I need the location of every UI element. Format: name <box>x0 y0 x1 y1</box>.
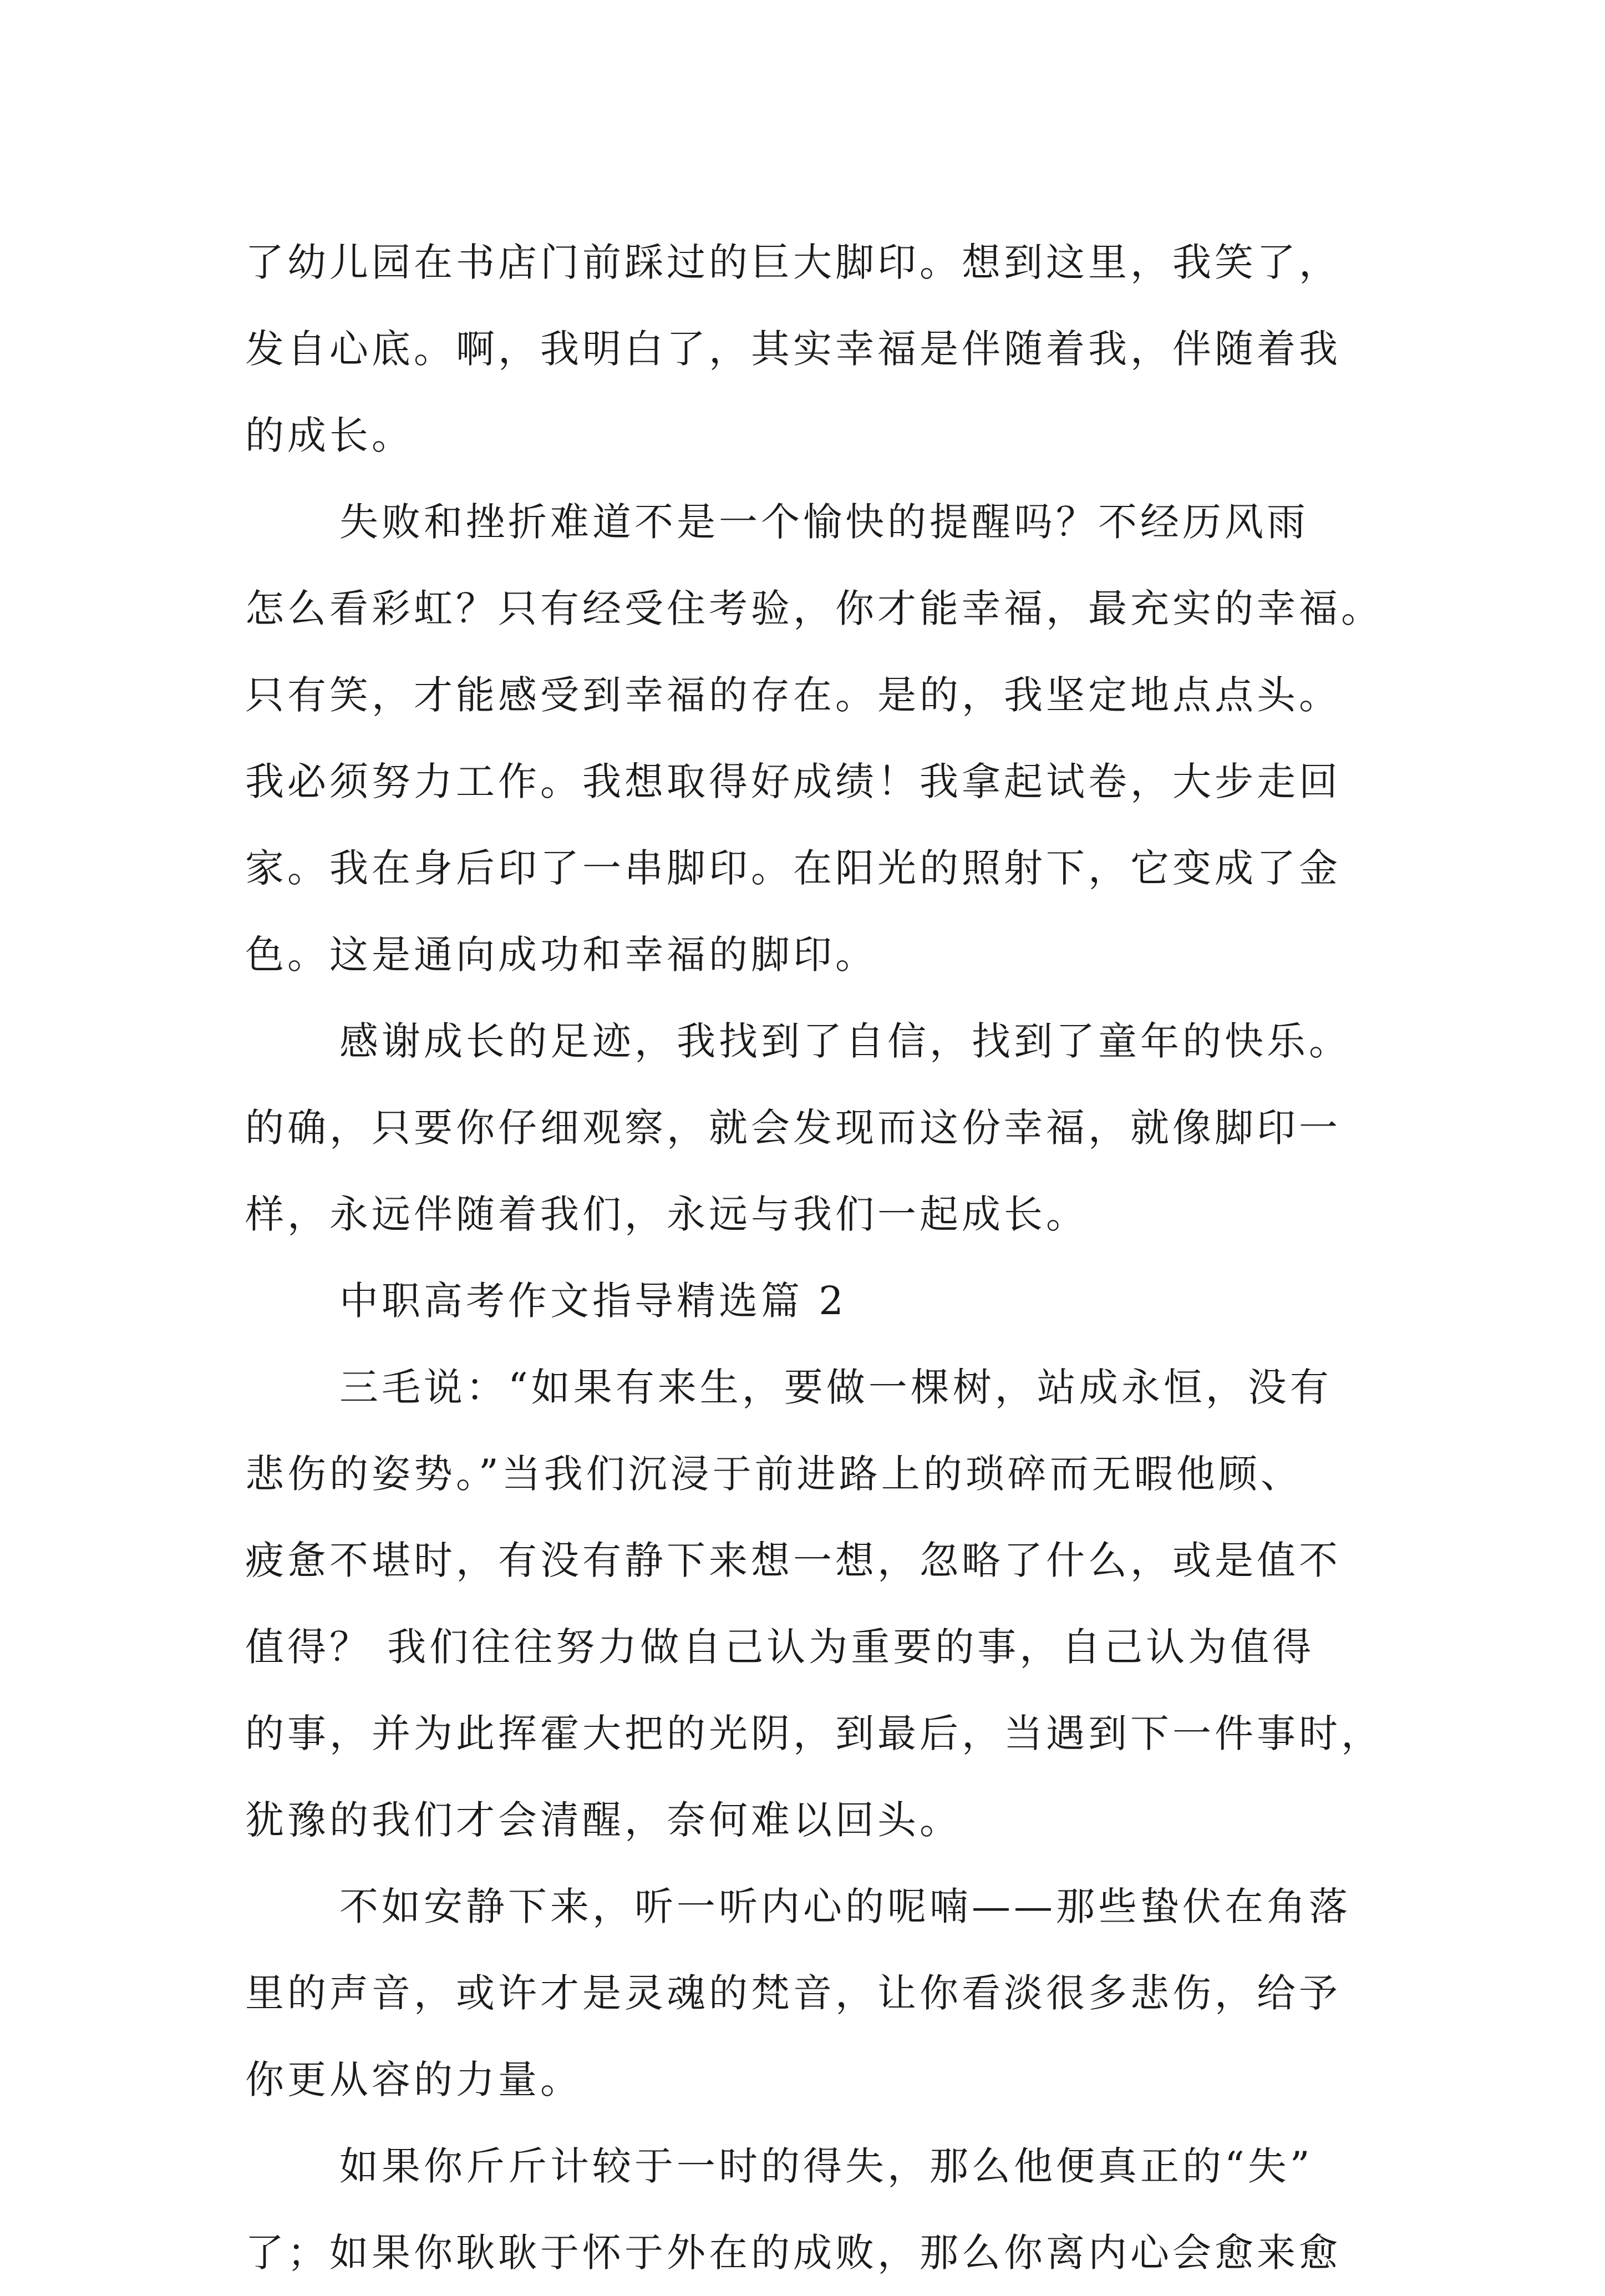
text-line: 我必须努力工作。我想取得好成绩！我拿起试卷，大步走回 <box>245 759 1341 804</box>
text-line: 如果你斤斤计较于一时的得失，那么他便真正的“失” <box>339 2143 1313 2189</box>
text-line: 不如安静下来，听一听内心的呢喃——那些蛰伏在角落 <box>339 1884 1351 1929</box>
text-line: 失败和挫折难道不是一个愉快的提醒吗？不经历风雨 <box>339 499 1309 545</box>
paragraph <box>245 2123 1377 2296</box>
text-line: 悲伤的姿势。”当我们沉浸于前进路上的琐碎而无暇他顾、 <box>245 1451 1303 1497</box>
paragraph <box>245 479 1383 998</box>
text-line: 疲惫不堪时，有没有静下来想一想，忽略了什么，或是值不 <box>245 1538 1341 1583</box>
text-line: 色。这是通向成功和幸福的脚印。 <box>245 932 877 977</box>
text-line: 感谢成长的足迹，我找到了自信，找到了童年的快乐。 <box>339 1018 1351 1064</box>
text-line: 样，永远伴随着我们，永远与我们一起成长。 <box>245 1192 1088 1237</box>
text-line: 你更从容的力量。 <box>245 2057 582 2102</box>
paragraph <box>245 1344 1383 1863</box>
text-line: 值得？ 我们往往努力做自己认为重要的事，自己认为值得 <box>245 1624 1315 1670</box>
text-line: 家。我在身后印了一串脚印。在阳光的照射下，它变成了金 <box>245 845 1341 891</box>
text-line: 三毛说：“如果有来生，要做一棵树，站成永恒，没有 <box>339 1365 1332 1410</box>
section-heading-text: 中职高考作文指导精选篇 2 <box>339 1278 847 1324</box>
text-line: 了；如果你耿耿于怀于外在的成败，那么你离内心会愈来愈 <box>245 2230 1341 2275</box>
text-line: 里的声音，或许才是灵魂的梵音，让你看淡很多悲伤，给予 <box>245 1970 1341 2016</box>
paragraph <box>245 1863 1377 2123</box>
text-line: 的事，并为此挥霍大把的光阴，到最后，当遇到下一件事时， <box>245 1711 1383 1756</box>
text-line: 的成长。 <box>245 413 414 458</box>
document-body <box>245 219 1383 2296</box>
text-line: 发自心底。啊，我明白了，其实幸福是伴随着我，伴随着我 <box>245 326 1341 372</box>
section-heading <box>245 1258 1377 1344</box>
text-line: 只有笑，才能感受到幸福的存在。是的，我坚定地点点头。 <box>245 672 1341 718</box>
text-line: 犹豫的我们才会清醒，奈何难以回头。 <box>245 1797 962 1843</box>
text-line: 了幼儿园在书店门前踩过的巨大脚印。想到这里，我笑了， <box>245 240 1341 285</box>
paragraph <box>245 219 1377 479</box>
text-line: 怎么看彩虹？只有经受住考验，你才能幸福，最充实的幸福。 <box>245 586 1383 631</box>
paragraph <box>245 998 1377 1258</box>
text-line: 的确，只要你仔细观察，就会发现而这份幸福，就像脚印一 <box>245 1105 1341 1150</box>
